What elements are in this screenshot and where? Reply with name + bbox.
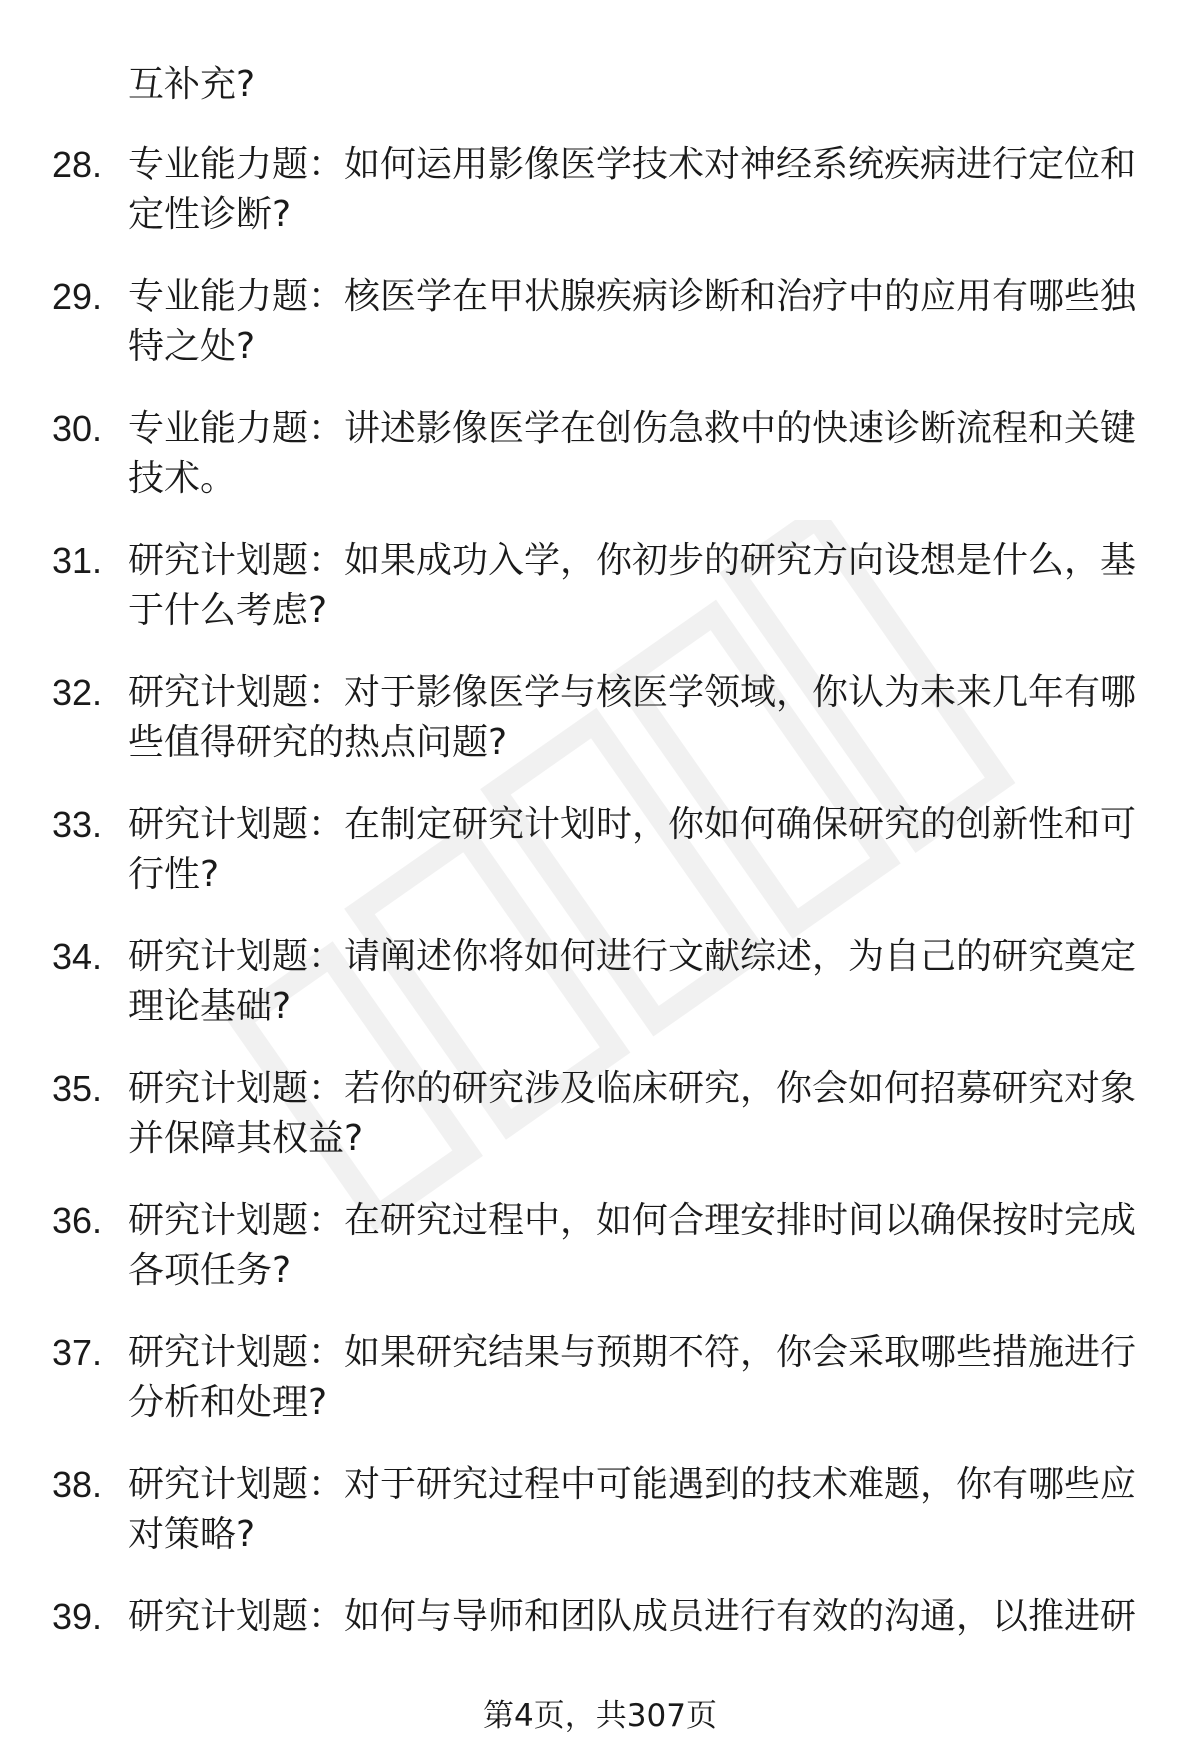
question-text: 研究计划题：在研究过程中，如何合理安排时间以确保按时完成各项任务? — [128, 1200, 1137, 1291]
question-item — [0, 932, 1200, 1064]
question-item — [0, 404, 1200, 536]
question-number: 32. — [52, 672, 103, 713]
question-item — [0, 140, 1200, 272]
question-text: 研究计划题：如果研究结果与预期不符，你会采取哪些措施进行分析和处理? — [128, 1332, 1137, 1423]
question-number: 30. — [52, 408, 103, 449]
page-number-footer: 第4页，共307页 — [483, 1698, 717, 1734]
question-text: 专业能力题：如何运用影像医学技术对神经系统疾病进行定位和定性诊断? — [128, 144, 1137, 235]
question-number: 34. — [52, 936, 103, 977]
question-text: 研究计划题：对于研究过程中可能遇到的技术难题，你有哪些应对策略? — [128, 1464, 1137, 1555]
question-item — [0, 1460, 1200, 1592]
question-text: 专业能力题：核医学在甲状腺疾病诊断和治疗中的应用有哪些独特之处? — [128, 276, 1137, 367]
question-text: 研究计划题：在制定研究计划时，你如何确保研究的创新性和可行性? — [128, 804, 1137, 895]
question-item — [0, 536, 1200, 668]
question-number: 37. — [52, 1332, 103, 1373]
question-text: 研究计划题：如何与导师和团队成员进行有效的沟通，以推进研 — [128, 1596, 1137, 1637]
question-list — [0, 140, 1200, 1724]
question-text: 研究计划题：若你的研究涉及临床研究，你会如何招募研究对象并保障其权益? — [128, 1068, 1137, 1159]
question-text: 研究计划题：对于影像医学与核医学领域，你认为未来几年有哪些值得研究的热点问题? — [128, 672, 1137, 763]
question-text: 研究计划题：请阐述你将如何进行文献综述，为自己的研究奠定理论基础? — [128, 936, 1137, 1027]
question-number: 29. — [52, 276, 103, 317]
question-number: 38. — [52, 1464, 103, 1505]
question-text: 研究计划题：如果成功入学，你初步的研究方向设想是什么，基于什么考虑? — [128, 540, 1137, 631]
question-item — [0, 272, 1200, 404]
question-number: 31. — [52, 540, 103, 581]
question-item — [0, 1064, 1200, 1196]
continued-question-text: 互补充? — [128, 64, 256, 105]
question-item — [0, 1328, 1200, 1460]
question-item — [0, 668, 1200, 800]
question-number: 33. — [52, 804, 103, 845]
question-number: 28. — [52, 144, 103, 185]
question-number: 36. — [52, 1200, 103, 1241]
question-text: 专业能力题：讲述影像医学在创伤急救中的快速诊断流程和关键技术。 — [128, 408, 1137, 499]
question-item — [0, 1196, 1200, 1328]
question-item — [0, 800, 1200, 932]
question-number: 35. — [52, 1068, 103, 1109]
question-number: 39. — [52, 1596, 103, 1637]
